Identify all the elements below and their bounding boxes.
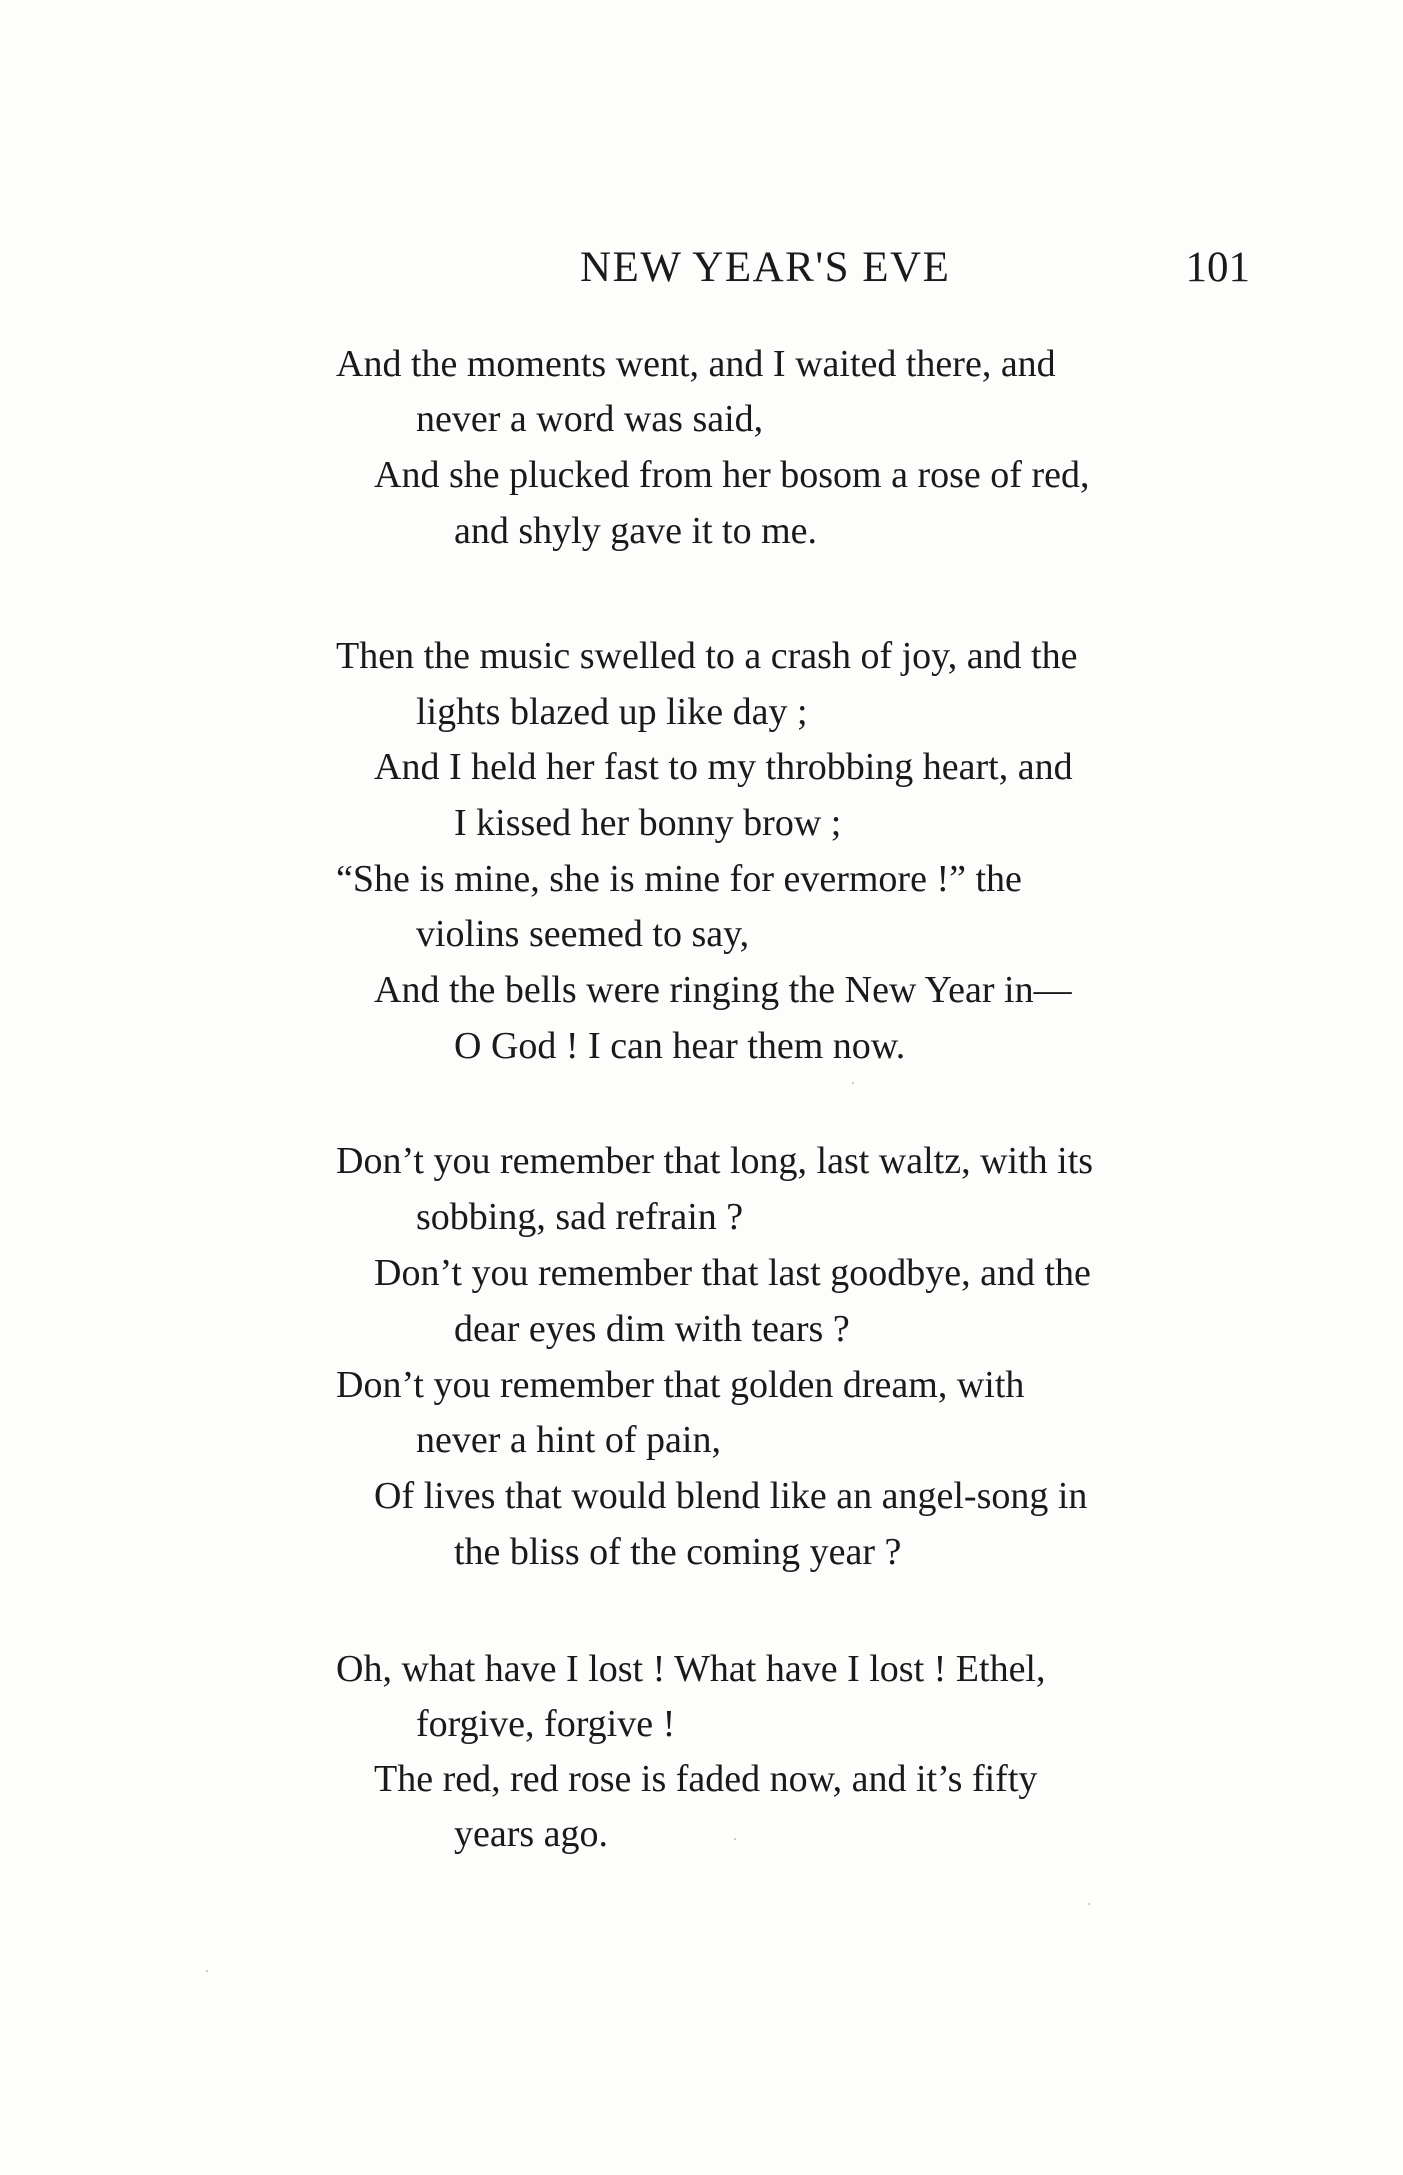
scan-speck [1088, 1903, 1090, 1905]
poem-line: O God ! I can hear them now. [454, 1025, 906, 1067]
poem-line: And I held her fast to my throbbing heart, and [374, 746, 1073, 788]
poem-line: I kissed her bonny brow ; [454, 802, 842, 844]
poem-line: Oh, what have I lost ! What have I lost ! Ethel, [336, 1648, 1046, 1690]
poem-line: Of lives that would blend like an angel-song in [374, 1475, 1088, 1517]
running-title: NEW YEAR'S EVE [580, 244, 951, 291]
page-header [580, 243, 1250, 303]
poem-line: dear eyes dim with tears ? [454, 1308, 850, 1350]
poem-line: the bliss of the coming year ? [454, 1531, 902, 1573]
poem-line: sobbing, sad refrain ? [416, 1196, 744, 1238]
poem-line: “She is mine, she is mine for evermore !” the [336, 858, 1022, 900]
poem-line: And she plucked from her bosom a rose of red, [374, 454, 1090, 496]
poem-line: violins seemed to say, [416, 913, 750, 955]
poem-line: Don’t you remember that last goodbye, and the [374, 1252, 1091, 1294]
poem-line: And the moments went, and I waited there, and [336, 343, 1056, 385]
poem-line: Don’t you remember that long, last waltz, with its [336, 1140, 1094, 1182]
page-number: 101 [1185, 244, 1250, 291]
poem-line: lights blazed up like day ; [416, 691, 808, 733]
poem-line: The red, red rose is faded now, and it’s fifty [374, 1758, 1038, 1800]
poem-line: never a word was said, [416, 398, 764, 440]
poem-line: Don’t you remember that golden dream, with [336, 1364, 1025, 1406]
poem-line: And the bells were ringing the New Year in— [374, 969, 1072, 1011]
scan-speck [852, 1082, 854, 1084]
poem-line: never a hint of pain, [416, 1419, 721, 1461]
scan-speck [734, 1838, 736, 1840]
poem-line: forgive, forgive ! [416, 1703, 676, 1745]
poem-line: and shyly gave it to me. [454, 510, 818, 552]
poem-line: years ago. [454, 1813, 609, 1855]
scan-speck [206, 1970, 208, 1972]
poem-line: Then the music swelled to a crash of joy, and the [336, 635, 1078, 677]
